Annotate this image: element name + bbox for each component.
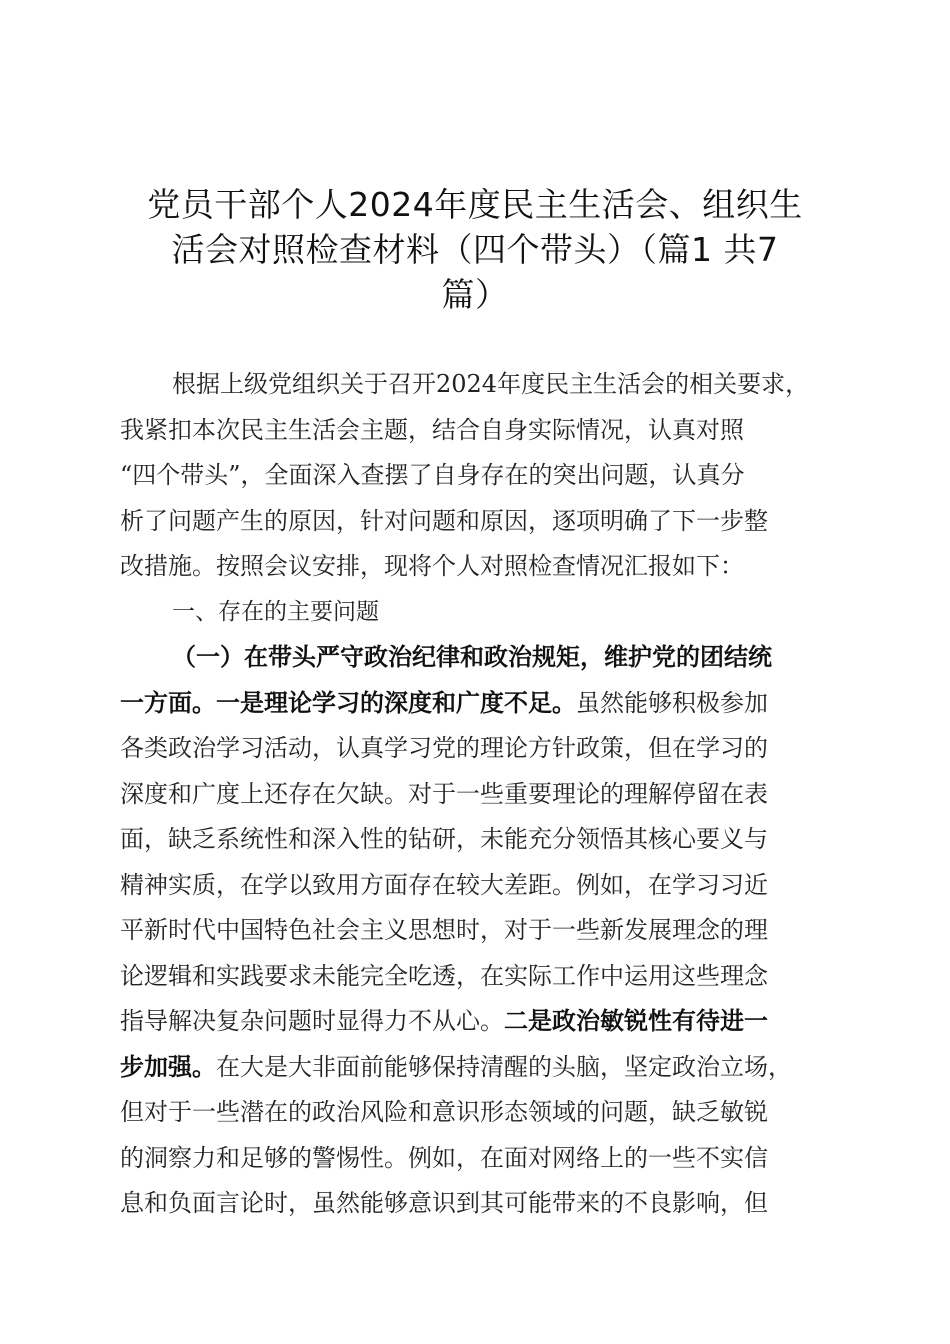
- text-run: 指导解决复杂问题时显得力不从心。: [120, 1007, 504, 1035]
- intro-line: 我紧扣本次民主生活会主题，结合自身实际情况，认真对照: [120, 415, 744, 444]
- body-line: 深度和广度上还存在欠缺。对于一些重要理论的理解停留在表: [120, 779, 768, 808]
- body-line: 的洞察力和足够的警惕性。例如，在面对网络上的一些不实信: [120, 1143, 768, 1172]
- mixed-line: [120, 681, 840, 727]
- document-title: [110, 182, 840, 317]
- title-line: 活会对照检查材料（四个带头）（篇1 共7: [171, 230, 779, 269]
- intro-line: “四个带头”，全面深入查摆了自身存在的突出问题，认真分: [120, 461, 745, 489]
- section-heading: 一、存在的主要问题: [172, 598, 379, 625]
- bold-run: 步加强。: [120, 1052, 216, 1081]
- body-line: 面，缺乏系统性和深入性的钻研，未能充分领悟其核心要义与: [120, 825, 768, 853]
- body-line: 精神实质，在学以致用方面存在较大差距。例如，在学习习近: [120, 870, 768, 899]
- mixed-line: [120, 999, 840, 1045]
- text-run: 虽然能够积极参加: [576, 688, 768, 717]
- intro-line: 改措施。按照会议安排，现将个人对照检查情况汇报如下：: [120, 552, 744, 580]
- body-line: 但对于一些潜在的政治风险和意识形态领域的问题，缺乏敏锐: [120, 1098, 768, 1126]
- document-body: [120, 362, 840, 1227]
- body-line: 各类政治学习活动，认真学习党的理论方针政策，但在学习的: [120, 734, 768, 762]
- bold-run: 一方面。一是理论学习的深度和广度不足。: [120, 688, 576, 717]
- text-run: 在大是大非面前能够保持清醒的头脑，坚定政治立场，: [216, 1052, 792, 1081]
- body-line: 论逻辑和实践要求未能完全吃透，在实际工作中运用这些理念: [120, 961, 768, 990]
- intro-line: 根据上级党组织关于召开2024年度民主生活会的相关要求，: [172, 370, 810, 398]
- body-line: 平新时代中国特色社会主义思想时，对于一些新发展理念的理: [120, 916, 768, 944]
- title-line: 篇）: [441, 275, 509, 314]
- title-line: 党员干部个人2024年度民主生活会、组织生: [147, 185, 803, 224]
- mixed-line: [120, 1045, 840, 1091]
- body-line: 息和负面言论时，虽然能够意识到其可能带来的不良影响，但: [120, 1189, 768, 1217]
- intro-line: 析了问题产生的原因，针对问题和原因，逐项明确了下一步整: [120, 506, 768, 535]
- subsection-heading: （一）在带头严守政治纪律和政治规矩，维护党的团结统: [172, 643, 772, 671]
- bold-run: 二是政治敏锐性有待进一: [504, 1007, 768, 1035]
